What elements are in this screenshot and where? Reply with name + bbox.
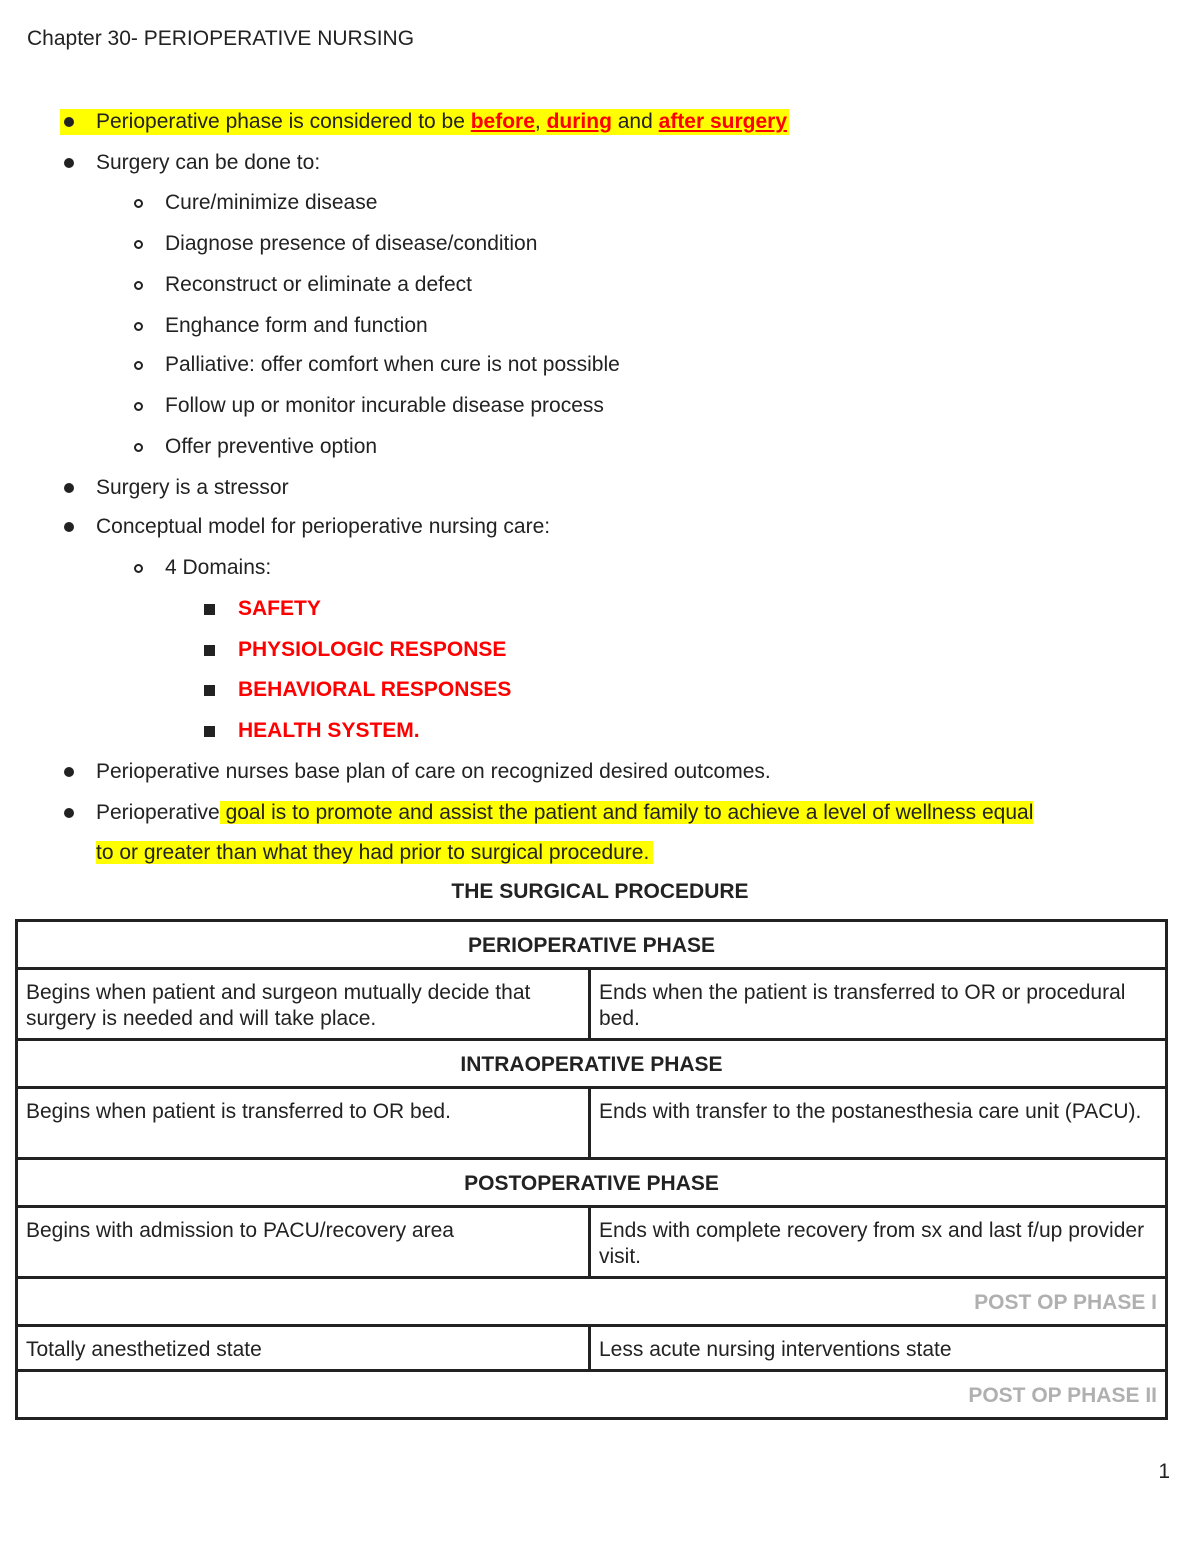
perioperative-ends-cell: Ends when the patient is transferred to OR or procedural bed. [590,969,1167,1040]
table-row [17,1278,1167,1326]
domain-item: SAFETY [204,596,321,622]
bullet-dot-icon [64,483,74,493]
table-row [17,969,1167,1040]
postoperative-ends-cell: Ends with complete recovery from sx and last f/up provider visit. [590,1207,1167,1278]
perioperative-begins-cell: Begins when patient and surgeon mutually decide that surgery is needed and will take place. [17,969,590,1040]
bullet-dot-icon [64,117,74,127]
circle-bullet-icon [134,564,143,573]
domain-item: HEALTH SYSTEM. [204,718,420,744]
sub-item-domains: 4 Domains: [134,555,271,581]
sub-item: Offer preventive option [134,434,377,460]
circle-bullet-icon [134,361,143,370]
square-bullet-icon [204,685,215,696]
bullet-stressor: Surgery is a stressor [64,475,289,501]
sub-item: Diagnose presence of disease/condition [134,231,537,257]
domain-item: PHYSIOLOGIC RESPONSE [204,637,506,663]
post-op-phase-2-label: POST OP PHASE II [17,1371,1167,1419]
sub-item: Follow up or monitor incurable disease process [134,393,604,419]
sub-item: Reconstruct or eliminate a defect [134,272,472,298]
surgical-procedure-table [15,919,1168,1420]
perioperative-phase-header: PERIOPERATIVE PHASE [17,921,1167,969]
bullet-dot-icon [64,808,74,818]
intraoperative-begins-cell: Begins when patient is transferred to OR bed. [17,1088,590,1159]
domain-item: BEHAVIORAL RESPONSES [204,677,511,703]
sub-item: Cure/minimize disease [134,190,377,216]
circle-bullet-icon [134,322,143,331]
circle-bullet-icon [134,443,143,452]
bullet-perioperative-goal: Perioperative goal is to promote and assist the patient and family to achieve a level of wellness equal [64,800,1033,826]
bullet-dot-icon [64,158,74,168]
sub-item: Enghance form and function [134,313,428,339]
table-row [17,1040,1167,1088]
square-bullet-icon [204,604,215,615]
table-row [17,921,1167,969]
bullet-perioperative-goal-cont: to or greater than what they had prior to surgical procedure. [96,840,653,866]
bullet-dot-icon [64,767,74,777]
bullet-plan-of-care: Perioperative nurses base plan of care on recognized desired outcomes. [64,759,771,785]
bullet-conceptual-model: Conceptual model for perioperative nursing care: [64,514,550,540]
square-bullet-icon [204,645,215,656]
bullet-surgery-done-to: Surgery can be done to: [64,150,320,176]
anesthetized-state-cell: Totally anesthetized state [17,1326,590,1371]
postoperative-phase-header: POSTOPERATIVE PHASE [17,1159,1167,1207]
post-op-phase-1-label: POST OP PHASE I [17,1278,1167,1326]
bullet-dot-icon [64,522,74,532]
bullet-perioperative-phase: Perioperative phase is considered to be before, during and after surgery [60,109,789,135]
less-acute-state-cell: Less acute nursing interventions state [590,1326,1167,1371]
table-row [17,1207,1167,1278]
document-header: Chapter 30- PERIOPERATIVE NURSING [27,27,415,50]
table-row [17,1088,1167,1159]
intraoperative-phase-header: INTRAOPERATIVE PHASE [17,1040,1167,1088]
table-row [17,1326,1167,1371]
circle-bullet-icon [134,199,143,208]
sub-item: Palliative: offer comfort when cure is not possible [134,352,620,378]
page-number: 1 [1158,1460,1170,1483]
square-bullet-icon [204,726,215,737]
circle-bullet-icon [134,402,143,411]
table-row [17,1159,1167,1207]
postoperative-begins-cell: Begins with admission to PACU/recovery area [17,1207,590,1278]
circle-bullet-icon [134,240,143,249]
section-title: THE SURGICAL PROCEDURE [451,880,749,903]
table-row [17,1371,1167,1419]
circle-bullet-icon [134,281,143,290]
intraoperative-ends-cell: Ends with transfer to the postanesthesia care unit (PACU). [590,1088,1167,1159]
